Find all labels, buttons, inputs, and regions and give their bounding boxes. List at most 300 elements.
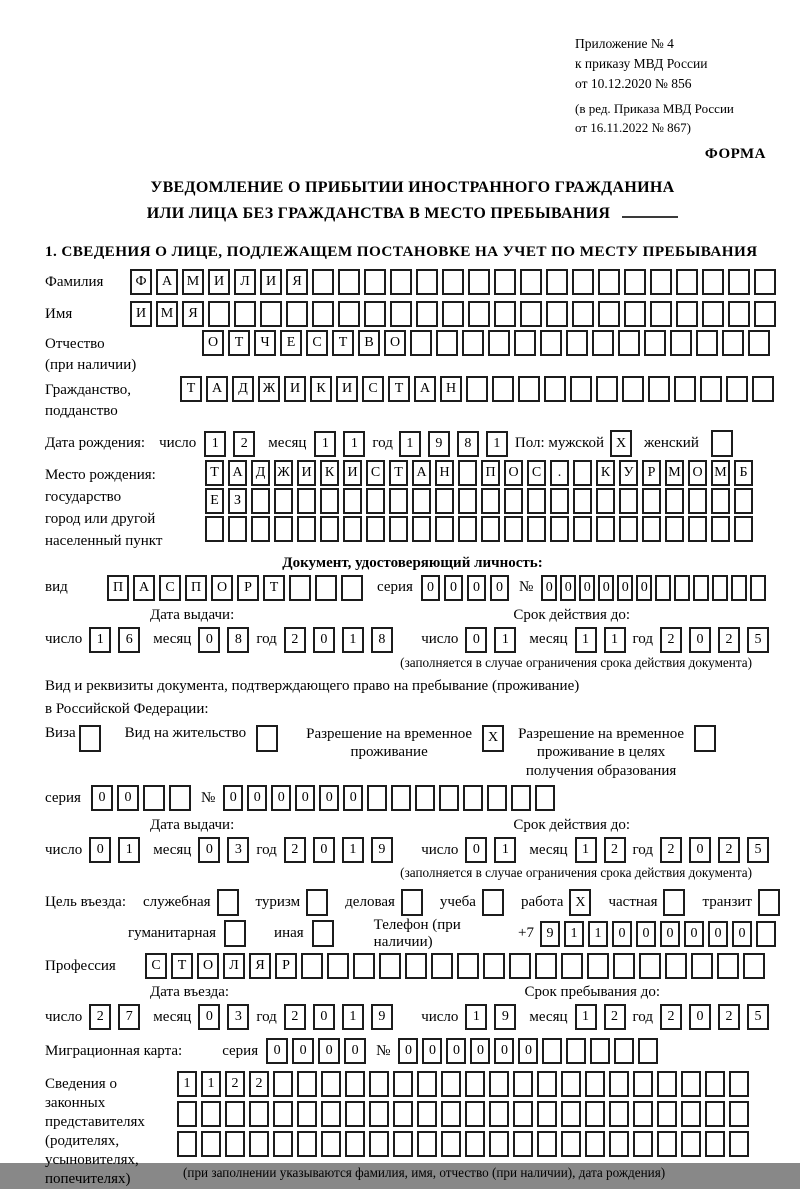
char-cell[interactable]: Б [734,460,753,486]
char-cell[interactable] [613,953,635,979]
char-cell[interactable]: С [366,460,385,486]
char-cell[interactable]: 0 [636,921,656,947]
char-cell[interactable] [489,1131,509,1157]
char-cell[interactable] [364,301,386,327]
char-cell[interactable]: 1 [399,431,421,457]
char-cell[interactable]: С [527,460,546,486]
char-cell[interactable]: 0 [91,785,113,811]
char-cell[interactable]: О [197,953,219,979]
char-cell[interactable] [249,1101,269,1127]
char-cell[interactable] [466,376,488,402]
char-cell[interactable]: 0 [579,575,595,601]
char-cell[interactable] [369,1101,389,1127]
char-cell[interactable] [561,1071,581,1097]
char-cell[interactable] [609,1101,629,1127]
char-cell[interactable] [633,1071,653,1097]
char-cell[interactable] [393,1101,413,1127]
char-cell[interactable] [345,1131,365,1157]
char-cell[interactable] [417,1101,437,1127]
purpose-chastnaya-checkbox[interactable] [663,889,685,916]
char-cell[interactable]: 0 [198,837,220,863]
char-cell[interactable] [681,1131,701,1157]
char-cell[interactable] [405,953,427,979]
char-cell[interactable]: 0 [421,575,440,601]
char-cell[interactable]: С [306,330,328,356]
char-cell[interactable] [520,269,542,295]
char-cell[interactable]: 8 [227,627,249,653]
char-cell[interactable] [642,516,661,542]
char-cell[interactable] [546,269,568,295]
char-cell[interactable] [688,488,707,514]
purpose-rabota-checkbox[interactable]: X [569,889,591,916]
char-cell[interactable]: С [362,376,384,402]
char-cell[interactable] [468,269,490,295]
char-cell[interactable] [228,516,247,542]
char-cell[interactable]: 1 [177,1071,197,1097]
char-cell[interactable] [754,301,776,327]
char-cell[interactable] [458,516,477,542]
char-cell[interactable] [717,953,739,979]
char-cell[interactable]: 1 [575,1004,597,1030]
char-cell[interactable] [343,516,362,542]
char-cell[interactable]: Р [237,575,259,601]
char-cell[interactable] [566,330,588,356]
char-cell[interactable]: О [211,575,233,601]
char-cell[interactable] [412,488,431,514]
char-cell[interactable]: И [297,460,316,486]
purpose-turizm-checkbox[interactable] [306,889,328,916]
char-cell[interactable] [535,953,557,979]
char-cell[interactable] [364,269,386,295]
char-cell[interactable] [665,488,684,514]
char-cell[interactable] [596,488,615,514]
char-cell[interactable] [369,1071,389,1097]
char-cell[interactable] [341,575,363,601]
char-cell[interactable]: П [185,575,207,601]
char-cell[interactable] [366,488,385,514]
char-cell[interactable] [676,269,698,295]
char-cell[interactable]: 0 [319,785,339,811]
char-cell[interactable] [201,1101,221,1127]
char-cell[interactable] [391,785,411,811]
char-cell[interactable] [441,1131,461,1157]
char-cell[interactable] [650,269,672,295]
char-cell[interactable] [731,575,747,601]
char-cell[interactable]: 0 [198,1004,220,1030]
char-cell[interactable] [492,376,514,402]
char-cell[interactable]: А [228,460,247,486]
char-cell[interactable] [320,516,339,542]
char-cell[interactable] [734,488,753,514]
char-cell[interactable]: З [228,488,247,514]
char-cell[interactable]: 2 [284,627,306,653]
char-cell[interactable]: 6 [118,627,140,653]
char-cell[interactable]: 5 [747,1004,769,1030]
char-cell[interactable]: 0 [598,575,614,601]
char-cell[interactable]: Т [263,575,285,601]
char-cell[interactable] [177,1101,197,1127]
char-cell[interactable] [585,1071,605,1097]
char-cell[interactable]: 2 [284,1004,306,1030]
purpose-delovaya-checkbox[interactable] [401,889,423,916]
char-cell[interactable] [676,301,698,327]
char-cell[interactable]: У [619,460,638,486]
char-cell[interactable]: 0 [198,627,220,653]
char-cell[interactable] [379,953,401,979]
char-cell[interactable] [587,953,609,979]
char-cell[interactable]: С [159,575,181,601]
char-cell[interactable] [756,921,776,947]
purpose-tranzit-checkbox[interactable] [758,889,780,916]
char-cell[interactable] [389,488,408,514]
char-cell[interactable]: . [550,460,569,486]
char-cell[interactable]: М [711,460,730,486]
char-cell[interactable] [481,516,500,542]
char-cell[interactable] [442,301,464,327]
char-cell[interactable] [315,575,337,601]
char-cell[interactable] [436,330,458,356]
char-cell[interactable]: 2 [718,627,740,653]
char-cell[interactable] [338,269,360,295]
char-cell[interactable]: И [260,269,282,295]
char-cell[interactable] [208,301,230,327]
char-cell[interactable] [609,1131,629,1157]
purpose-gumanitarnaya-checkbox[interactable] [224,920,246,947]
char-cell[interactable] [657,1071,677,1097]
char-cell[interactable] [289,575,311,601]
char-cell[interactable]: 1 [575,837,597,863]
char-cell[interactable]: Т [332,330,354,356]
char-cell[interactable] [489,1101,509,1127]
char-cell[interactable] [489,1071,509,1097]
char-cell[interactable] [728,301,750,327]
char-cell[interactable] [435,488,454,514]
char-cell[interactable]: 0 [318,1038,340,1064]
char-cell[interactable] [458,460,477,486]
char-cell[interactable]: П [481,460,500,486]
char-cell[interactable] [327,953,349,979]
char-cell[interactable]: 0 [490,575,509,601]
char-cell[interactable] [205,516,224,542]
char-cell[interactable] [431,953,453,979]
char-cell[interactable] [573,488,592,514]
char-cell[interactable] [638,1038,658,1064]
char-cell[interactable] [665,516,684,542]
char-cell[interactable]: 0 [617,575,633,601]
char-cell[interactable]: 2 [284,837,306,863]
char-cell[interactable] [504,516,523,542]
char-cell[interactable]: Т [228,330,250,356]
char-cell[interactable]: 0 [467,575,486,601]
char-cell[interactable] [353,953,375,979]
char-cell[interactable] [201,1131,221,1157]
char-cell[interactable]: 1 [201,1071,221,1097]
char-cell[interactable]: 0 [343,785,363,811]
char-cell[interactable] [702,301,724,327]
char-cell[interactable]: 9 [371,837,393,863]
char-cell[interactable]: 0 [398,1038,418,1064]
char-cell[interactable] [468,301,490,327]
char-cell[interactable]: Д [251,460,270,486]
char-cell[interactable]: 0 [247,785,267,811]
char-cell[interactable]: 0 [636,575,652,601]
char-cell[interactable]: 2 [660,627,682,653]
char-cell[interactable] [648,376,670,402]
char-cell[interactable]: 2 [233,431,255,457]
char-cell[interactable]: 0 [446,1038,466,1064]
char-cell[interactable] [527,516,546,542]
char-cell[interactable]: Т [171,953,193,979]
char-cell[interactable]: 0 [689,837,711,863]
char-cell[interactable]: 9 [428,431,450,457]
char-cell[interactable]: К [596,460,615,486]
char-cell[interactable] [225,1101,245,1127]
char-cell[interactable]: 0 [465,627,487,653]
char-cell[interactable] [345,1101,365,1127]
char-cell[interactable] [700,376,722,402]
char-cell[interactable]: 0 [313,627,335,653]
char-cell[interactable] [585,1131,605,1157]
char-cell[interactable]: Р [275,953,297,979]
char-cell[interactable]: И [208,269,230,295]
char-cell[interactable] [177,1131,197,1157]
char-cell[interactable] [665,953,687,979]
char-cell[interactable] [369,1131,389,1157]
char-cell[interactable] [688,516,707,542]
char-cell[interactable]: И [284,376,306,402]
char-cell[interactable]: Я [182,301,204,327]
char-cell[interactable]: Е [205,488,224,514]
char-cell[interactable] [642,488,661,514]
char-cell[interactable] [343,488,362,514]
char-cell[interactable] [321,1071,341,1097]
char-cell[interactable] [439,785,459,811]
char-cell[interactable]: 0 [470,1038,490,1064]
char-cell[interactable] [273,1101,293,1127]
char-cell[interactable]: 0 [271,785,291,811]
char-cell[interactable] [435,516,454,542]
char-cell[interactable]: И [130,301,152,327]
char-cell[interactable] [573,460,592,486]
char-cell[interactable] [320,488,339,514]
char-cell[interactable] [234,301,256,327]
char-cell[interactable]: А [156,269,178,295]
char-cell[interactable] [412,516,431,542]
char-cell[interactable] [312,269,334,295]
char-cell[interactable]: М [156,301,178,327]
char-cell[interactable]: Ч [254,330,276,356]
char-cell[interactable] [393,1071,413,1097]
char-cell[interactable]: Т [205,460,224,486]
char-cell[interactable] [366,516,385,542]
char-cell[interactable]: М [182,269,204,295]
char-cell[interactable]: 8 [457,431,479,457]
char-cell[interactable]: 3 [227,1004,249,1030]
char-cell[interactable] [722,330,744,356]
char-cell[interactable] [462,330,484,356]
char-cell[interactable] [537,1071,557,1097]
char-cell[interactable]: Ж [258,376,280,402]
char-cell[interactable] [570,376,592,402]
char-cell[interactable]: 1 [465,1004,487,1030]
char-cell[interactable]: 0 [295,785,315,811]
char-cell[interactable] [592,330,614,356]
char-cell[interactable] [550,516,569,542]
char-cell[interactable] [681,1101,701,1127]
char-cell[interactable]: 9 [494,1004,516,1030]
char-cell[interactable] [251,488,270,514]
char-cell[interactable] [681,1071,701,1097]
char-cell[interactable] [286,301,308,327]
char-cell[interactable]: Ж [274,460,293,486]
char-cell[interactable] [494,269,516,295]
char-cell[interactable] [542,1038,562,1064]
char-cell[interactable] [297,488,316,514]
char-cell[interactable]: Н [440,376,462,402]
char-cell[interactable] [572,269,594,295]
char-cell[interactable]: Т [388,376,410,402]
char-cell[interactable] [633,1101,653,1127]
char-cell[interactable] [705,1131,725,1157]
char-cell[interactable] [639,953,661,979]
char-cell[interactable] [527,488,546,514]
char-cell[interactable] [537,1101,557,1127]
char-cell[interactable] [598,269,620,295]
char-cell[interactable] [417,1071,437,1097]
char-cell[interactable] [513,1131,533,1157]
char-cell[interactable] [729,1101,749,1127]
char-cell[interactable]: 0 [684,921,704,947]
char-cell[interactable]: 0 [444,575,463,601]
char-cell[interactable] [509,953,531,979]
char-cell[interactable]: 2 [718,837,740,863]
char-cell[interactable]: 0 [344,1038,366,1064]
char-cell[interactable]: 2 [604,837,626,863]
char-cell[interactable] [596,376,618,402]
char-cell[interactable]: К [310,376,332,402]
char-cell[interactable] [619,516,638,542]
char-cell[interactable] [657,1131,677,1157]
char-cell[interactable] [321,1131,341,1157]
char-cell[interactable]: И [336,376,358,402]
char-cell[interactable] [297,1101,317,1127]
char-cell[interactable] [514,330,536,356]
char-cell[interactable]: 0 [292,1038,314,1064]
char-cell[interactable]: Ф [130,269,152,295]
char-cell[interactable] [614,1038,634,1064]
char-cell[interactable] [520,301,542,327]
char-cell[interactable] [390,269,412,295]
char-cell[interactable]: 0 [732,921,752,947]
char-cell[interactable]: 1 [494,627,516,653]
edu-residence-permit-checkbox[interactable] [694,725,716,752]
char-cell[interactable] [441,1101,461,1127]
purpose-ucheba-checkbox[interactable] [482,889,504,916]
char-cell[interactable]: О [202,330,224,356]
char-cell[interactable]: В [358,330,380,356]
char-cell[interactable] [712,575,728,601]
char-cell[interactable] [550,488,569,514]
char-cell[interactable] [633,1131,653,1157]
char-cell[interactable] [513,1071,533,1097]
purpose-inaya-checkbox[interactable] [312,920,334,947]
char-cell[interactable] [622,376,644,402]
char-cell[interactable] [225,1131,245,1157]
char-cell[interactable] [338,301,360,327]
char-cell[interactable] [693,575,709,601]
char-cell[interactable]: Н [435,460,454,486]
char-cell[interactable]: 1 [564,921,584,947]
char-cell[interactable] [657,1101,677,1127]
char-cell[interactable] [483,953,505,979]
char-cell[interactable]: 0 [518,1038,538,1064]
char-cell[interactable] [389,516,408,542]
char-cell[interactable]: 1 [204,431,226,457]
char-cell[interactable] [561,1101,581,1127]
char-cell[interactable] [273,1131,293,1157]
char-cell[interactable] [465,1131,485,1157]
char-cell[interactable] [734,516,753,542]
char-cell[interactable]: 9 [371,1004,393,1030]
char-cell[interactable] [465,1071,485,1097]
char-cell[interactable] [415,785,435,811]
char-cell[interactable] [711,488,730,514]
visa-checkbox[interactable] [79,725,101,752]
char-cell[interactable]: 1 [314,431,336,457]
char-cell[interactable]: О [384,330,406,356]
char-cell[interactable]: Я [286,269,308,295]
char-cell[interactable] [705,1071,725,1097]
residence-permit-checkbox[interactable] [256,725,278,752]
char-cell[interactable]: Т [180,376,202,402]
char-cell[interactable]: 0 [660,921,680,947]
char-cell[interactable]: 0 [117,785,139,811]
char-cell[interactable]: 1 [604,627,626,653]
char-cell[interactable] [416,269,438,295]
char-cell[interactable]: А [133,575,155,601]
char-cell[interactable]: А [414,376,436,402]
char-cell[interactable] [726,376,748,402]
char-cell[interactable]: 1 [486,431,508,457]
char-cell[interactable]: 1 [343,431,365,457]
char-cell[interactable] [650,301,672,327]
char-cell[interactable] [458,488,477,514]
char-cell[interactable]: 0 [313,837,335,863]
char-cell[interactable]: 5 [747,837,769,863]
char-cell[interactable]: М [665,460,684,486]
char-cell[interactable]: Д [232,376,254,402]
char-cell[interactable]: 0 [708,921,728,947]
char-cell[interactable]: 2 [249,1071,269,1097]
char-cell[interactable] [297,1071,317,1097]
char-cell[interactable] [251,516,270,542]
char-cell[interactable] [504,488,523,514]
char-cell[interactable]: 9 [540,921,560,947]
char-cell[interactable] [573,516,592,542]
char-cell[interactable]: 0 [560,575,576,601]
char-cell[interactable] [312,301,334,327]
char-cell[interactable] [274,516,293,542]
char-cell[interactable] [511,785,531,811]
char-cell[interactable]: 1 [118,837,140,863]
char-cell[interactable] [728,269,750,295]
char-cell[interactable] [711,516,730,542]
char-cell[interactable]: 2 [660,1004,682,1030]
char-cell[interactable]: Р [642,460,661,486]
char-cell[interactable]: Л [223,953,245,979]
char-cell[interactable] [465,1101,485,1127]
char-cell[interactable] [442,269,464,295]
